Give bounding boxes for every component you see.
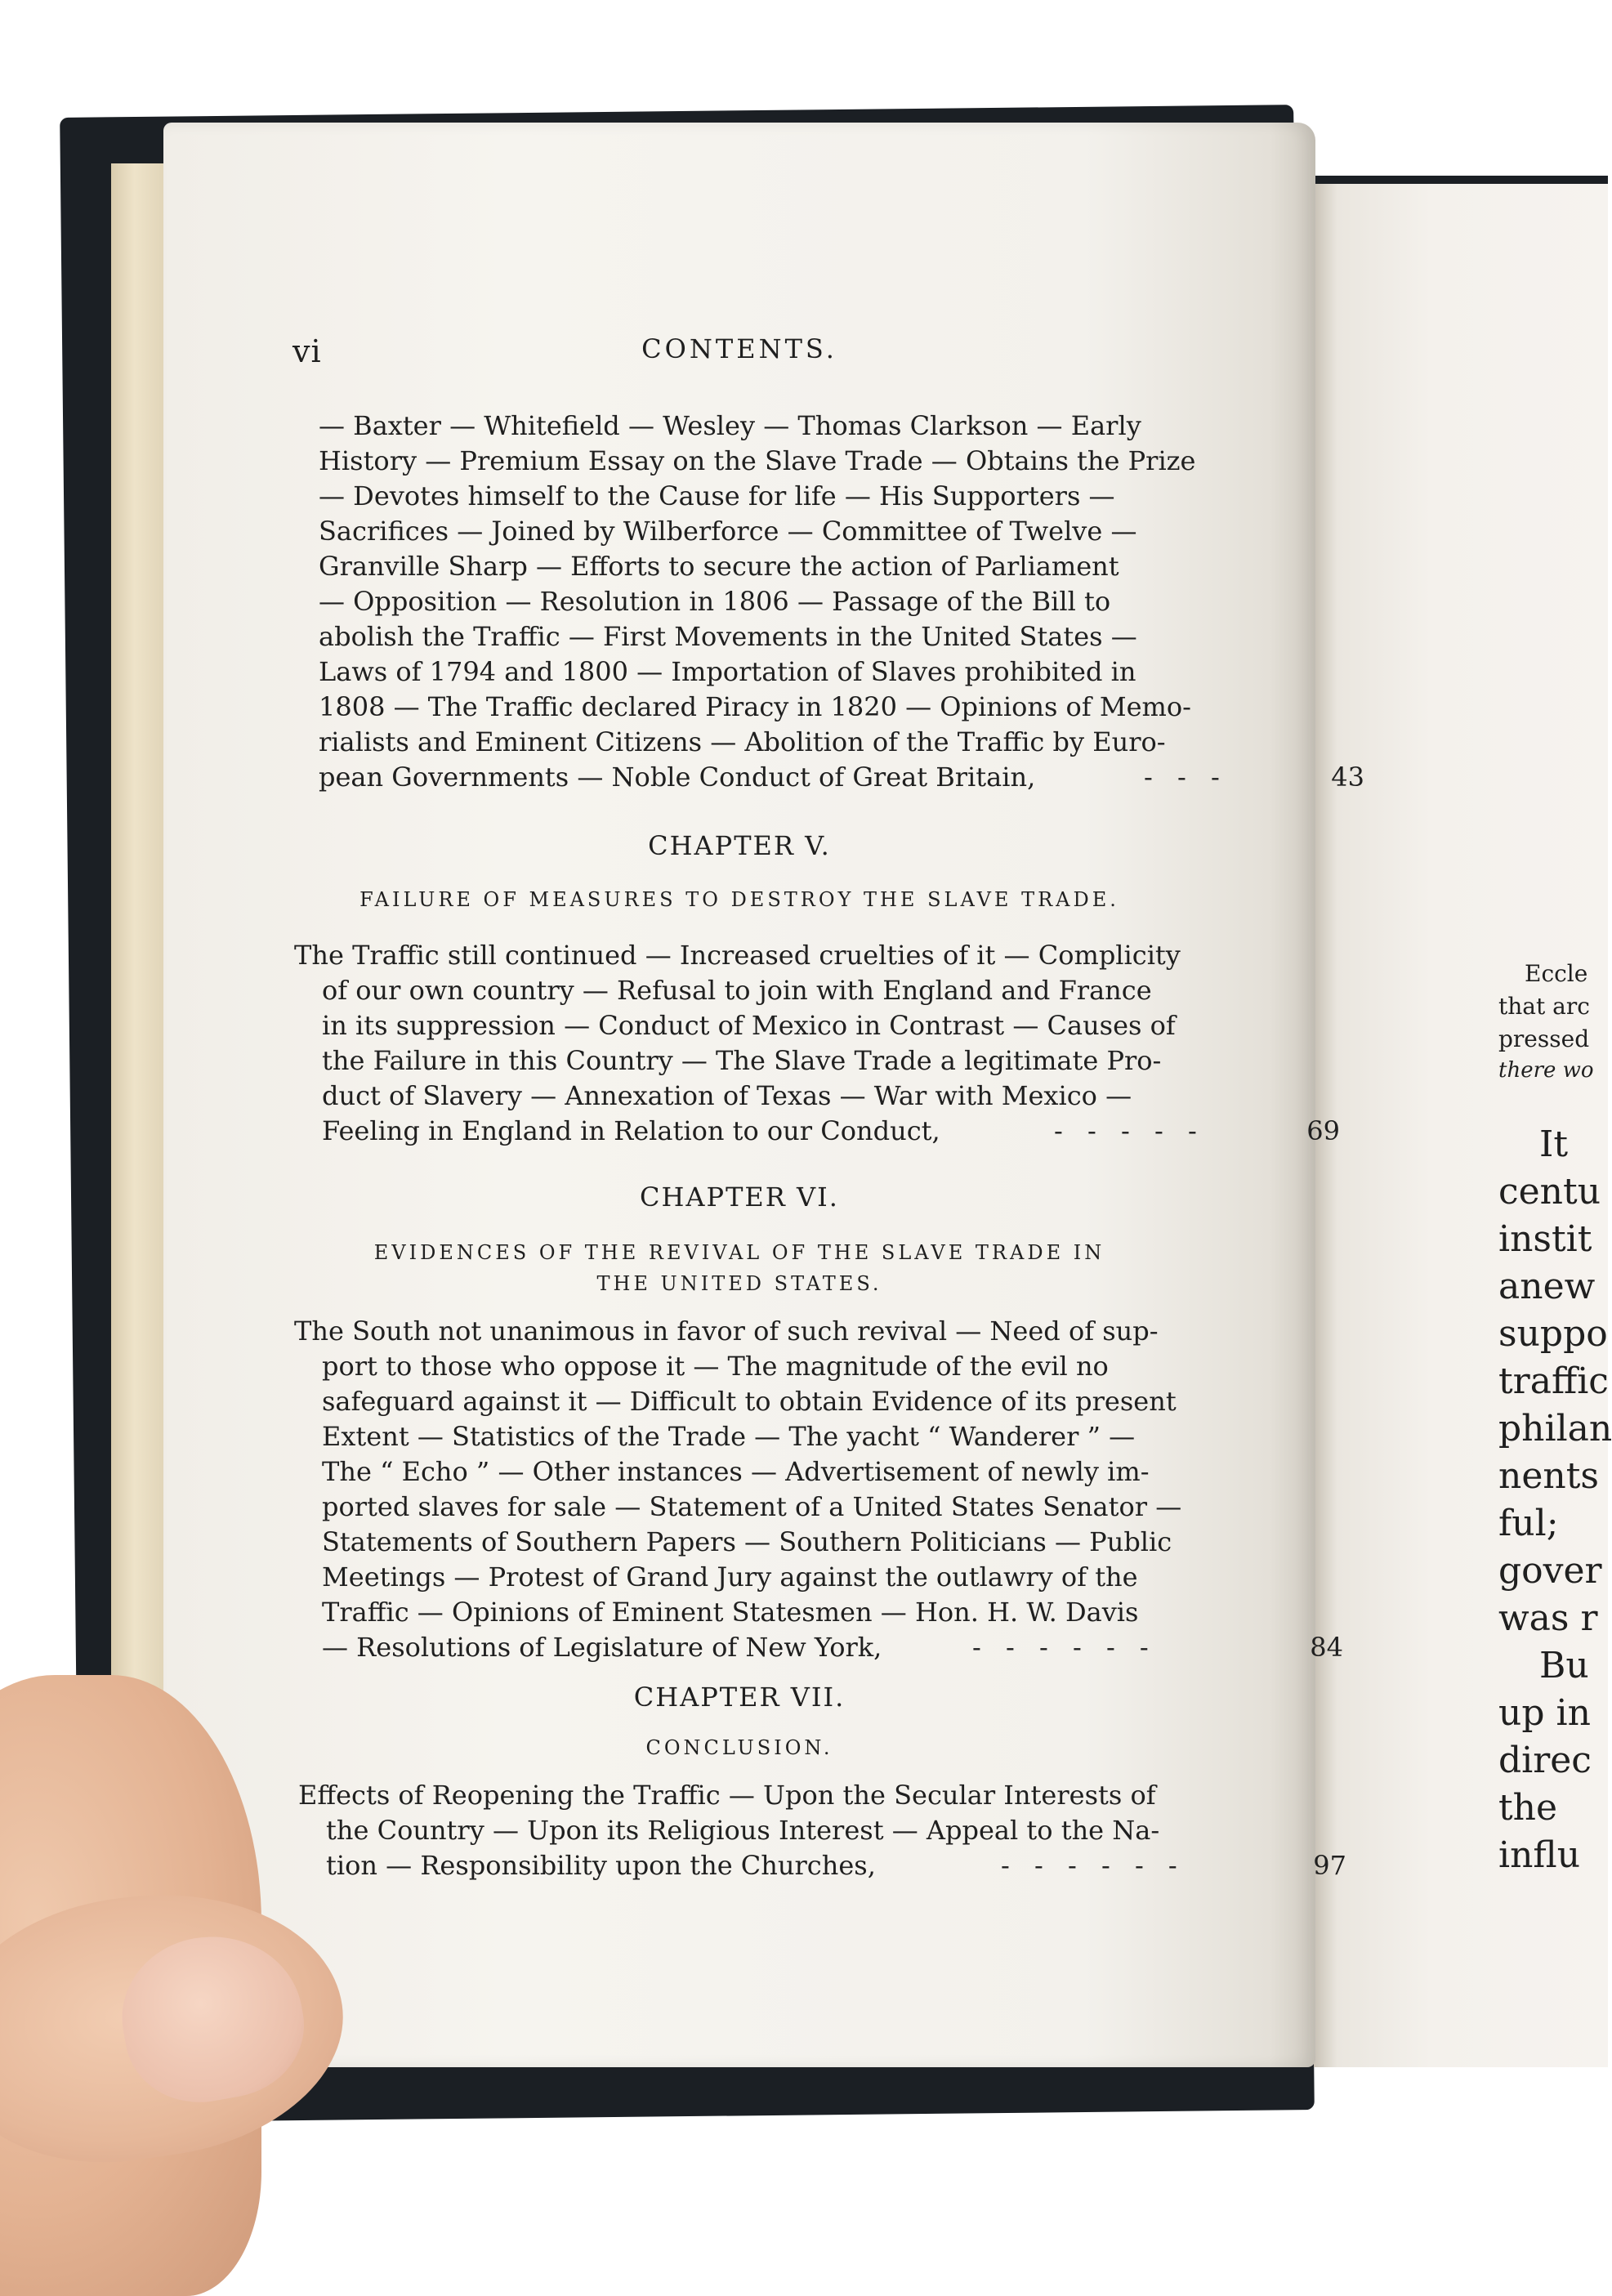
summary-line: tion — Responsibility upon the Churches, [326,1850,876,1881]
dot-leader: - - - [1144,762,1228,793]
running-head: CONTENTS. [641,333,837,364]
right-page-line: was r [1498,1597,1598,1639]
page-number: vi [292,333,322,369]
right-page-line: the [1498,1787,1558,1829]
toc-page-number: 84 [1310,1632,1343,1663]
summary-line: Effects of Reopening the Traffic — Upon the Secular Interests of [298,1780,1156,1811]
right-page-line: It [1539,1123,1569,1165]
dot-leader: - - - - - [1054,1115,1205,1146]
summary-line: Laws of 1794 and 1800 — Importation of Slaves prohibited in [319,656,1136,687]
summary-line: Feeling in England in Relation to our Conduct, [322,1115,940,1146]
right-page-line: ful; [1498,1503,1559,1544]
right-page-line: gover [1498,1550,1602,1592]
summary-line: rialists and Eminent Citizens — Abolition of the Traffic by Euro- [319,726,1166,757]
summary-line: in its suppression — Conduct of Mexico in Contrast — Causes of [322,1010,1176,1041]
summary-line-last [294,1630,1343,1665]
summary-line: duct of Slavery — Annexation of Texas — War with Mexico — [322,1080,1132,1111]
summary-line: — Resolutions of Legislature of New York, [322,1632,882,1663]
right-page-line: that arc [1498,993,1590,1020]
chapter-heading: CHAPTER VI. [640,1182,839,1213]
summary-line: abolish the Traffic — First Movements in the United States — [319,621,1137,652]
chapter-heading: CHAPTER VII. [633,1682,846,1713]
toc-page-number: 97 [1313,1850,1346,1881]
summary-line-last [298,1848,1346,1883]
summary-line: Meetings — Protest of Grand Jury against the outlawry of the [322,1561,1138,1592]
chapter-subtitle: FAILURE OF MEASURES TO DESTROY THE SLAVE TRADE. [359,888,1119,911]
contents-page [163,123,1364,2067]
summary-line: The South not unanimous in favor of such revival — Need of sup- [294,1316,1159,1347]
toc-page-number: 43 [1331,762,1364,793]
summary-line: ported slaves for sale — Statement of a United States Senator — [322,1491,1182,1522]
summary-line: The “ Echo ” — Other instances — Advertisement of newly im- [322,1456,1150,1487]
summary-line: the Country — Upon its Religious Interest — Appeal to the Na- [326,1815,1160,1846]
right-page-line: nents [1498,1455,1599,1497]
summary-line: pean Governments — Noble Conduct of Great Britain, [319,762,1036,793]
summary-line: The Traffic still continued — Increased cruelties of it — Complicity [294,940,1181,971]
right-page-line: there wo [1498,1058,1594,1083]
summary-line-last [319,760,1364,795]
summary-line: the Failure in this Country — The Slave Trade a legitimate Pro- [322,1045,1162,1076]
summary-line-last [294,1114,1340,1149]
right-page-line: suppo [1498,1313,1608,1355]
chapter-iv-summary [319,409,1364,795]
summary-line: safeguard against it — Difficult to obtain Evidence of its present [322,1386,1177,1417]
summary-line: History — Premium Essay on the Slave Trade — Obtains the Prize [319,445,1196,476]
right-page-line: Bu [1539,1645,1589,1686]
right-page-line: influ [1498,1834,1581,1876]
chapter-vi-summary [294,1314,1343,1665]
chapter-subtitle: EVIDENCES OF THE REVIVAL OF THE SLAVE TRADE IN [373,1241,1105,1264]
right-page-line: traffic [1498,1360,1609,1402]
right-page-line: centu [1498,1171,1601,1213]
chapter-heading: CHAPTER V. [648,830,831,861]
summary-line: Traffic — Opinions of Eminent Statesmen — Hon. H. W. Davis [322,1597,1139,1628]
right-page-line: Eccle [1525,960,1588,987]
right-page-line: direc [1498,1740,1592,1781]
summary-line: 1808 — The Traffic declared Piracy in 1820 — Opinions of Memo- [319,691,1191,722]
right-page-line: instit [1498,1218,1592,1260]
dot-leader: - - - - - - [972,1632,1157,1663]
summary-line: — Opposition — Resolution in 1806 — Passage of the Bill to [319,586,1111,617]
chapter-subtitle: CONCLUSION. [645,1736,833,1759]
right-page-line: pressed [1498,1025,1590,1052]
chapter-v-summary [294,938,1340,1149]
summary-line: port to those who oppose it — The magnitude of the evil no [322,1351,1109,1382]
chapter-vii-summary [298,1778,1346,1883]
dot-leader: - - - - - - [1001,1850,1186,1881]
summary-line: Sacrifices — Joined by Wilberforce — Committee of Twelve — [319,516,1137,547]
summary-line: of our own country — Refusal to join with England and France [322,975,1152,1006]
chapter-subtitle: THE UNITED STATES. [596,1272,882,1295]
right-page-line: up in [1498,1692,1591,1734]
summary-line: — Baxter — Whitefield — Wesley — Thomas Clarkson — Early [319,410,1141,441]
summary-line: Extent — Statistics of the Trade — The yacht “ Wanderer ” — [322,1421,1136,1452]
summary-line: Granville Sharp — Efforts to secure the action of Parliament [319,551,1119,582]
right-facing-page [1314,176,1612,2067]
summary-line: — Devotes himself to the Cause for life — His Supporters — [319,480,1115,511]
right-page-line: philan [1498,1408,1612,1450]
toc-page-number: 69 [1306,1115,1340,1146]
right-page-line: anew [1498,1266,1596,1307]
summary-line: Statements of Southern Papers — Southern Politicians — Public [322,1526,1172,1557]
